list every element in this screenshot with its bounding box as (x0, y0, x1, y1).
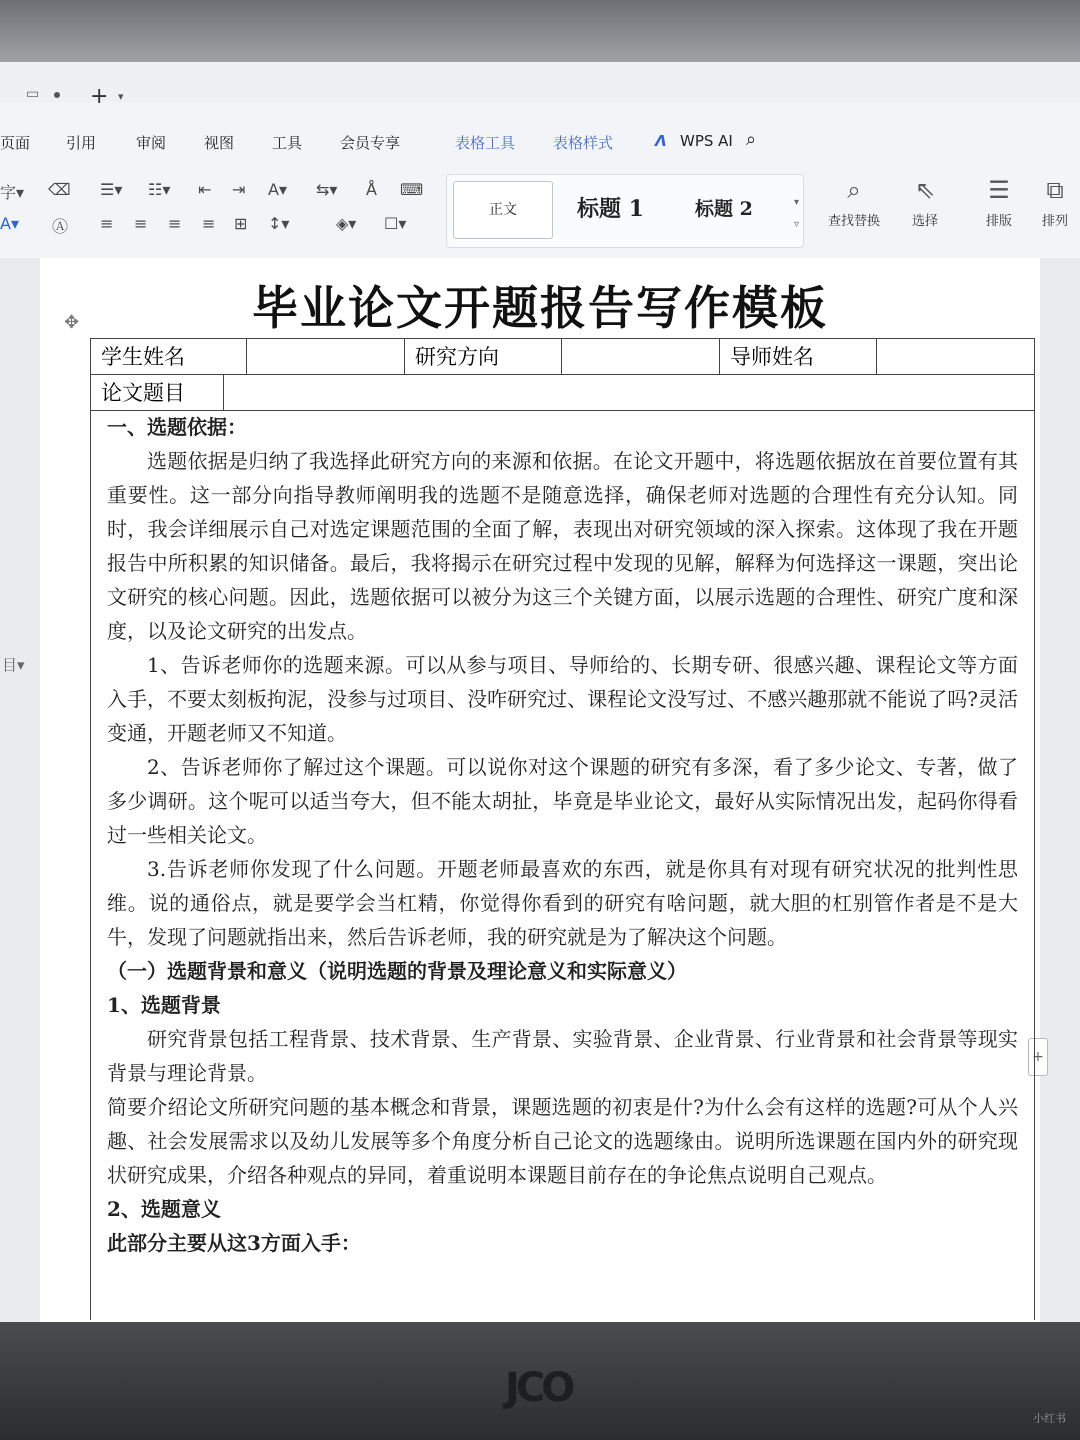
text-format-icon[interactable]: Å (366, 180, 377, 199)
arrange-button[interactable] (1042, 176, 1068, 229)
wps-writer-window (0, 62, 1080, 1322)
find-replace-label: 查找替换 (828, 214, 881, 229)
increase-indent-icon[interactable]: ⇥ (232, 180, 246, 199)
selection-basis-cell[interactable] (90, 410, 1035, 1320)
menu-table-tools[interactable]: 表格工具 (455, 134, 516, 152)
menu-page[interactable]: 页面 (0, 134, 31, 152)
style-gallery (446, 174, 804, 248)
menu-references[interactable]: 引用 (66, 134, 97, 152)
paragraph: 选题依据是归纳了我选择此研究方向的来源和依据。在论文开题中，将选题依据放在首要位置有其重要性。这一部分向指导教师阐明我的选题不是随意选择，确保老师对选题的合理性有充分认知。同时，我会详细展示自己对选定课题范围的全面了解，表现出对研究领域的深入探索。这体现了我在开题报告中所积累的知识储备。最后，我将揭示在研究过程中发现的见解，解释为何选择这一课题，突出论文研究的核心问题。因此，选题依据可以被分为这三个关键方面，以展示选题的合理性、研究广度和深度，以及论文研究的出发点。 (107, 449, 1018, 643)
chevron-down-icon[interactable]: ▾ (118, 90, 124, 103)
cell-advisor-label: 导师姓名 (719, 338, 877, 375)
document-title: 毕业论文开题报告写作模板 (252, 281, 828, 335)
ribbon (0, 166, 1080, 256)
table-move-handle-icon[interactable]: ✥ (64, 312, 80, 333)
find-replace-button[interactable] (828, 176, 880, 229)
cell-thesis-title-value[interactable] (223, 374, 1035, 411)
align-center-icon[interactable]: ≡ (134, 214, 148, 233)
arrange-label: 排列 (1042, 214, 1069, 229)
paragraph: 此部分主要从这3方面入手： (107, 1231, 361, 1255)
select-button[interactable] (912, 176, 938, 229)
align-right-icon[interactable]: ≡ (168, 214, 182, 233)
show-marks-icon[interactable]: ⌨ (400, 180, 424, 199)
distribute-icon[interactable]: ⊞ (234, 214, 248, 233)
eraser-icon[interactable]: ⌫ (48, 180, 71, 199)
document-area (0, 258, 1080, 1322)
char-shading-icon[interactable]: Ⓐ (52, 217, 69, 236)
arrange-icon: ⧉ (1046, 176, 1064, 204)
layout-label: 排版 (986, 214, 1013, 229)
new-tab-button[interactable]: + (90, 84, 109, 109)
menu-bar (0, 126, 1080, 158)
justify-icon[interactable]: ≡ (202, 214, 216, 233)
cell-student-name-label: 学生姓名 (90, 338, 247, 375)
subheading-background: 1、选题背景 (107, 993, 221, 1017)
outline-toggle-icon[interactable]: 目▾ (2, 656, 25, 674)
menu-member[interactable]: 会员专享 (340, 134, 401, 152)
layout-icon: ☰ (988, 176, 1010, 204)
wps-ai-logo-icon: Λ (655, 132, 667, 150)
magnifier-icon: ⌕ (847, 176, 861, 204)
decrease-indent-icon[interactable]: ⇤ (198, 180, 212, 199)
paragraph: 1、告诉老师你的选题来源。可以从参与项目、导师给的、长期专研、很感兴趣、课程论文等方面入手，不要太刻板拘泥，没参与过项目、没咋研究过、课程论文没写过、不感兴趣那就不能说了吗?灵活变通，开题老师又不知道。 (107, 653, 1018, 745)
style-heading-1[interactable]: 标题 1 (577, 196, 644, 222)
menu-wps-ai[interactable]: WPS AI (680, 132, 733, 150)
paragraph: 研究背景包括工程背景、技术背景、生产背景、实验背景、企业背景、行业背景和社会背景等现实背景与理论背景。 (107, 1027, 1018, 1085)
sort-icon[interactable]: ⇆▾ (316, 180, 338, 199)
monitor-icon[interactable]: ▭ (26, 86, 40, 102)
monitor-logo: JCO (505, 1365, 572, 1411)
cell-research-label: 研究方向 (404, 338, 562, 375)
paragraph: 2、告诉老师你了解过这个课题。可以说你对这个课题的研究有多深，看了多少论文、专著，做了多少调研。这个呢可以适当夸大，但不能太胡扯，毕竟是毕业论文，最好从实际情况出发，起码你得看过一些相关论文。 (107, 755, 1018, 847)
subsection-heading: （一）选题背景和意义（说明选题的背景及理论意义和实际意义） (107, 959, 687, 983)
select-label: 选择 (912, 214, 939, 229)
shading-icon[interactable]: ◈▾ (336, 214, 357, 233)
menu-view[interactable]: 视图 (204, 134, 235, 152)
style-normal[interactable]: 正文 (453, 181, 553, 239)
menu-table-style[interactable]: 表格样式 (553, 134, 614, 152)
menu-review[interactable]: 审阅 (136, 134, 167, 152)
subheading-significance: 2、选题意义 (107, 1197, 221, 1221)
font-size-icon[interactable]: 字▾ (0, 183, 25, 202)
style-heading-2[interactable]: 标题 2 (695, 198, 753, 220)
menu-tools[interactable]: 工具 (272, 134, 303, 152)
cell-student-name-value[interactable] (246, 338, 405, 375)
text-direction-icon[interactable]: A▾ (268, 180, 287, 199)
cell-research-value[interactable] (561, 338, 720, 375)
cell-advisor-value[interactable] (876, 338, 1035, 375)
cursor-select-icon: ⇖ (914, 176, 936, 204)
cell-thesis-title-label: 论文题目 (90, 374, 224, 411)
bullet-list-icon[interactable]: ☰▾ (100, 180, 123, 199)
gallery-expand-icon[interactable]: ▿ (793, 219, 799, 230)
paragraph: 简要介绍论文所研究问题的基本概念和背景，课题选题的初衷是什?为什么会有这样的选题?可从个人兴趣、社会发展需求以及幼儿发展等多个角度分析自己论文的选题缘由。说明所选课题在国内外的研究现状研究成果，介绍各种观点的异同，着重说明本课题目前存在的争论焦点说明自己观点。 (107, 1095, 1018, 1187)
numbered-list-icon[interactable]: ☷▾ (148, 180, 171, 199)
paragraph: 3.告诉老师你发现了什么问题。开题老师最喜欢的东西，就是你具有对现有研究状况的批判性思维。说的通俗点，就是要学会当杠精，你觉得你看到的研究有啥问题，就大胆的杠别管作者是不是大牛，发现了问题就指出来，然后告诉老师，我的研究就是为了解决这个问题。 (107, 857, 1018, 949)
status-dot-icon (54, 92, 60, 98)
gallery-down-icon[interactable]: ▾ (793, 197, 799, 208)
search-icon[interactable]: ⌕ (746, 129, 757, 150)
border-icon[interactable]: ☐▾ (384, 214, 407, 233)
section-heading: 一、选题依据： (107, 415, 247, 439)
align-left-icon[interactable]: ≡ (100, 214, 114, 233)
title-bar (0, 62, 1080, 109)
monitor-top-bezel (0, 0, 1080, 62)
watermark: 小红书 (1033, 1412, 1066, 1425)
add-row-button[interactable]: + (1028, 1038, 1048, 1076)
line-spacing-icon[interactable]: ↕▾ (268, 214, 290, 233)
layout-button[interactable] (986, 176, 1012, 229)
font-color-icon[interactable]: A▾ (0, 214, 19, 233)
